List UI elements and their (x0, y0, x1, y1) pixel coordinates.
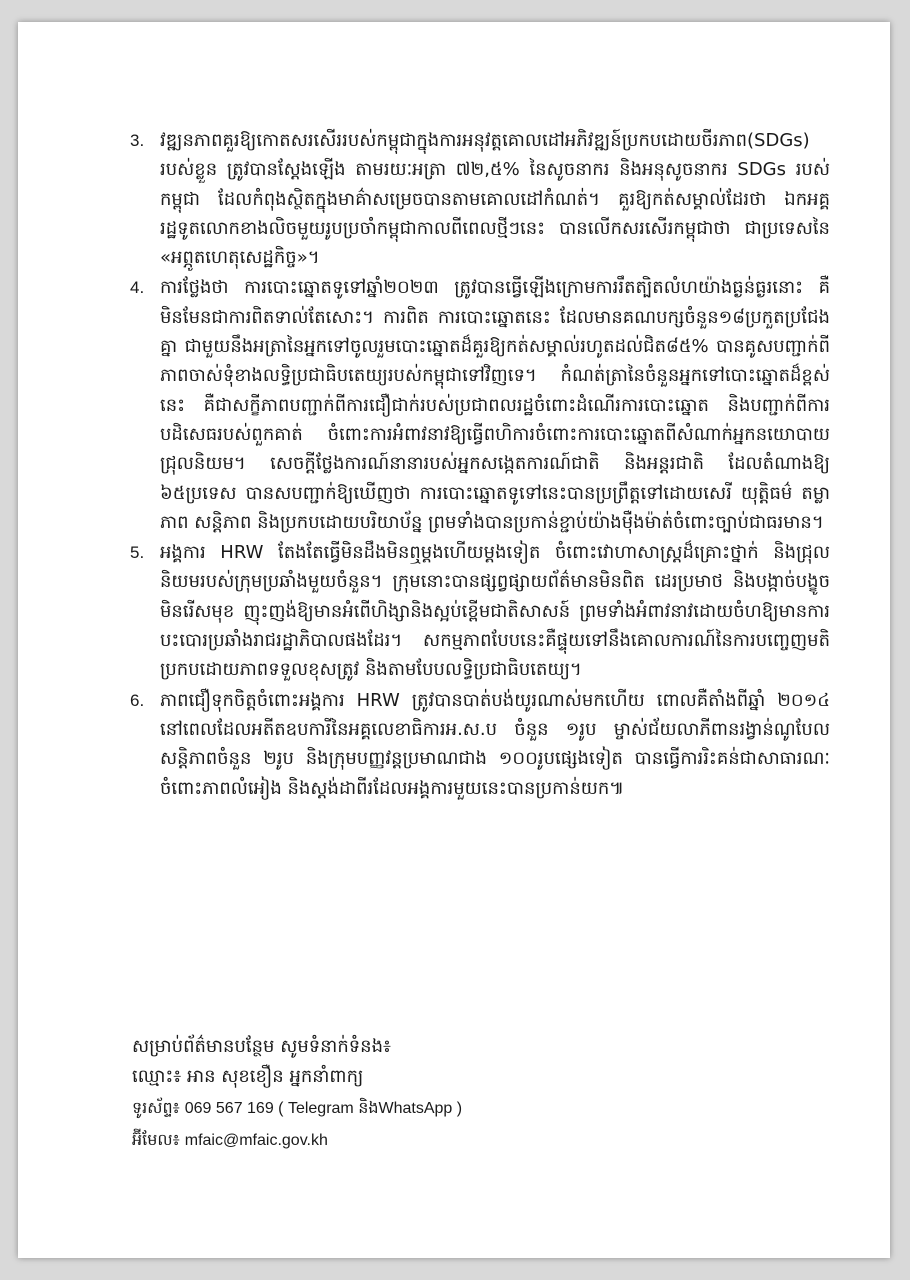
item-number: 4. (130, 278, 145, 298)
email-label: អ៊ីមែល៖ (132, 1130, 180, 1149)
contact-heading: សម្រាប់ព័ត៌មានបន្ថែម សូមទំនាក់ទំនង៖ (132, 1036, 391, 1057)
contact-name: ឈ្មោះ៖ អាន សុខខឿន អ្នកនាំពាក្យ (132, 1066, 364, 1087)
phone-label: ទូរស័ព្ទ៖ (132, 1098, 180, 1117)
item-number: 3. (130, 131, 145, 150)
contact-email (132, 1124, 832, 1156)
item-number: 6. (130, 690, 145, 710)
numbered-list (130, 126, 830, 803)
list-item (130, 686, 830, 803)
item-text: ភាពជឿទុកចិត្តចំពោះអង្គការ HRW ត្រូវបានបាត់បង់យូរណាស់មកហើយ ពោលគឺតាំងពីឆ្នាំ ២០១៤ នៅពេលដែលអតីតឧបការីនៃអគ្គលេខាធិការអ.ស.ប ចំនួន ១រូប ម្ចាស់ជ័យលាភីពានរង្វាន់ណូបែលសន្តិភាពចំនួន ២រូប និងក្រុមបញ្ញវន្តប្រមាណជាង ១០០រូបផ្សេងទៀត បានធ្វើការរិះគន់ជាសាធារណៈចំពោះភាពលំអៀង និងស្តង់ដាពីរដែលអង្គការមួយនេះបានប្រកាន់យក៕ (160, 689, 830, 799)
item-text: ការថ្លែងថា ការបោះឆ្នោតទូទៅឆ្នាំ២០២៣ ត្រូវបានធ្វើឡើងក្រោមការរឹតត្បិតលំហយ៉ាងធ្ងន់ធ្ងរនោះ គឺមិនមែនជាការពិតទាល់តែសោះ។ ការពិត ការបោះឆ្នោតនេះ ដែលមានគណបក្សចំនួន១៨ប្រកួតប្រជែងគ្នា ជាមួយនឹងអត្រានៃអ្នកទៅចូលរួមបោះឆ្នោតដ៏គួរឱ្យកត់សម្គាល់រហូតដល់ជិត៨៥% បានគូសបញ្ជាក់ពីភាពចាស់ទុំខាងលទ្ធិប្រជាធិបតេយ្យរបស់កម្ពុជាទៅវិញទេ។ កំណត់ត្រានៃចំនួនអ្នកទៅបោះឆ្នោតដ៏ខ្ពស់នេះ គឺជាសក្ខីភាពបញ្ជាក់ពីការជឿជាក់របស់ប្រជាពលរដ្ឋចំពោះដំណើរការបោះឆ្នោត និងបញ្ជាក់ពីការបដិសេធរបស់ពួកគាត់ ចំពោះការអំពាវនាវឱ្យធ្វើពហិការចំពោះការបោះឆ្នោតពីសំណាក់អ្នកនយោបាយជ្រុលនិយម។ សេចក្ដីថ្លែងការណ៍នានារបស់អ្នកសង្កេតការណ៍ជាតិ និងអន្តរជាតិ ដែលតំណាងឱ្យ ៦៥ប្រទេស បានសបញ្ជាក់ឱ្យឃើញថា ការបោះឆ្នោតទូទៅនេះបានប្រព្រឹត្តទៅដោយសេរី យុត្តិធម៌ តម្លាភាព សន្តិភាព និងប្រកបដោយបរិយាប័ន្ន ព្រមទាំងបានប្រកាន់ខ្ជាប់យ៉ាងម៉ឺងម៉ាត់ចំពោះច្បាប់ជាធរមាន។ (160, 277, 830, 533)
phone-value: 069 567 169 ( Telegram និងWhatsApp ) (184, 1100, 463, 1117)
list-item (130, 126, 830, 272)
list-item (130, 538, 830, 684)
list-item (130, 273, 830, 537)
item-text: អង្គការ HRW តែងតែធ្វើមិនដឹងមិនឮម្ដងហើយម្ដងទៀត ចំពោះវោហាសាស្ត្រដ៏គ្រោះថ្នាក់ និងជ្រុលនិយមរបស់ក្រុមប្រឆាំងមួយចំនួន។ ក្រុមនោះបានផ្សព្វផ្សាយព័ត៌មានមិនពិត ដេរប្រមាថ និងបង្កាច់បង្ខូចមិនរើសមុខ ញុះញង់ឱ្យមានអំពើហិង្សានិងស្អប់ខ្ពើមជាតិសាសន៍ ព្រមទាំងអំពាវនាវដោយចំហឱ្យមានការបះបោរប្រឆាំងរាជរដ្ឋាភិបាលផងដែរ។ សកម្មភាពបែបនេះគឺផ្ទុយទៅនឹងគោលការណ៍នៃការបញ្ចេញមតិប្រកបដោយភាពទទួលខុសត្រូវ និងតាមបែបលទ្ធិប្រជាធិបតេយ្យ។ (160, 542, 830, 681)
item-number: 5. (130, 543, 145, 563)
contact-phone (132, 1092, 832, 1124)
document-page (18, 22, 890, 1258)
item-text: វឌ្ឍនភាពគួរឱ្យកោតសរសើររបស់កម្ពុជាក្នុងការអនុវត្តគោលដៅអភិវឌ្ឍន៍ប្រកបដោយចីរភាព(SDGs) របស់ខ្លួន ត្រូវបានស្ដែងឡើង តាមរយៈអត្រា ៧២,៥% នៃសូចនាករ និងអនុសូចនាករ SDGs របស់កម្ពុជា ដែលកំពុងស្ថិតក្នុងមាគ៌ាសម្រេចបានតាមគោលដៅកំណត់។ គួរឱ្យកត់សម្គាល់ដែរថា ឯកអគ្គរដ្ឋទូតលោកខាងលិចមួយរូបប្រចាំកម្ពុជាកាលពីពេលថ្មីៗនេះ បានលើកសរសើរកម្ពុជាថា ជាប្រទេសនៃ «អព្ភូតហេតុសេដ្ឋកិច្ច»។ (160, 130, 830, 269)
email-link[interactable]: mfaic@mfaic.gov.kh (184, 1132, 328, 1149)
contact-block (132, 1032, 832, 1156)
